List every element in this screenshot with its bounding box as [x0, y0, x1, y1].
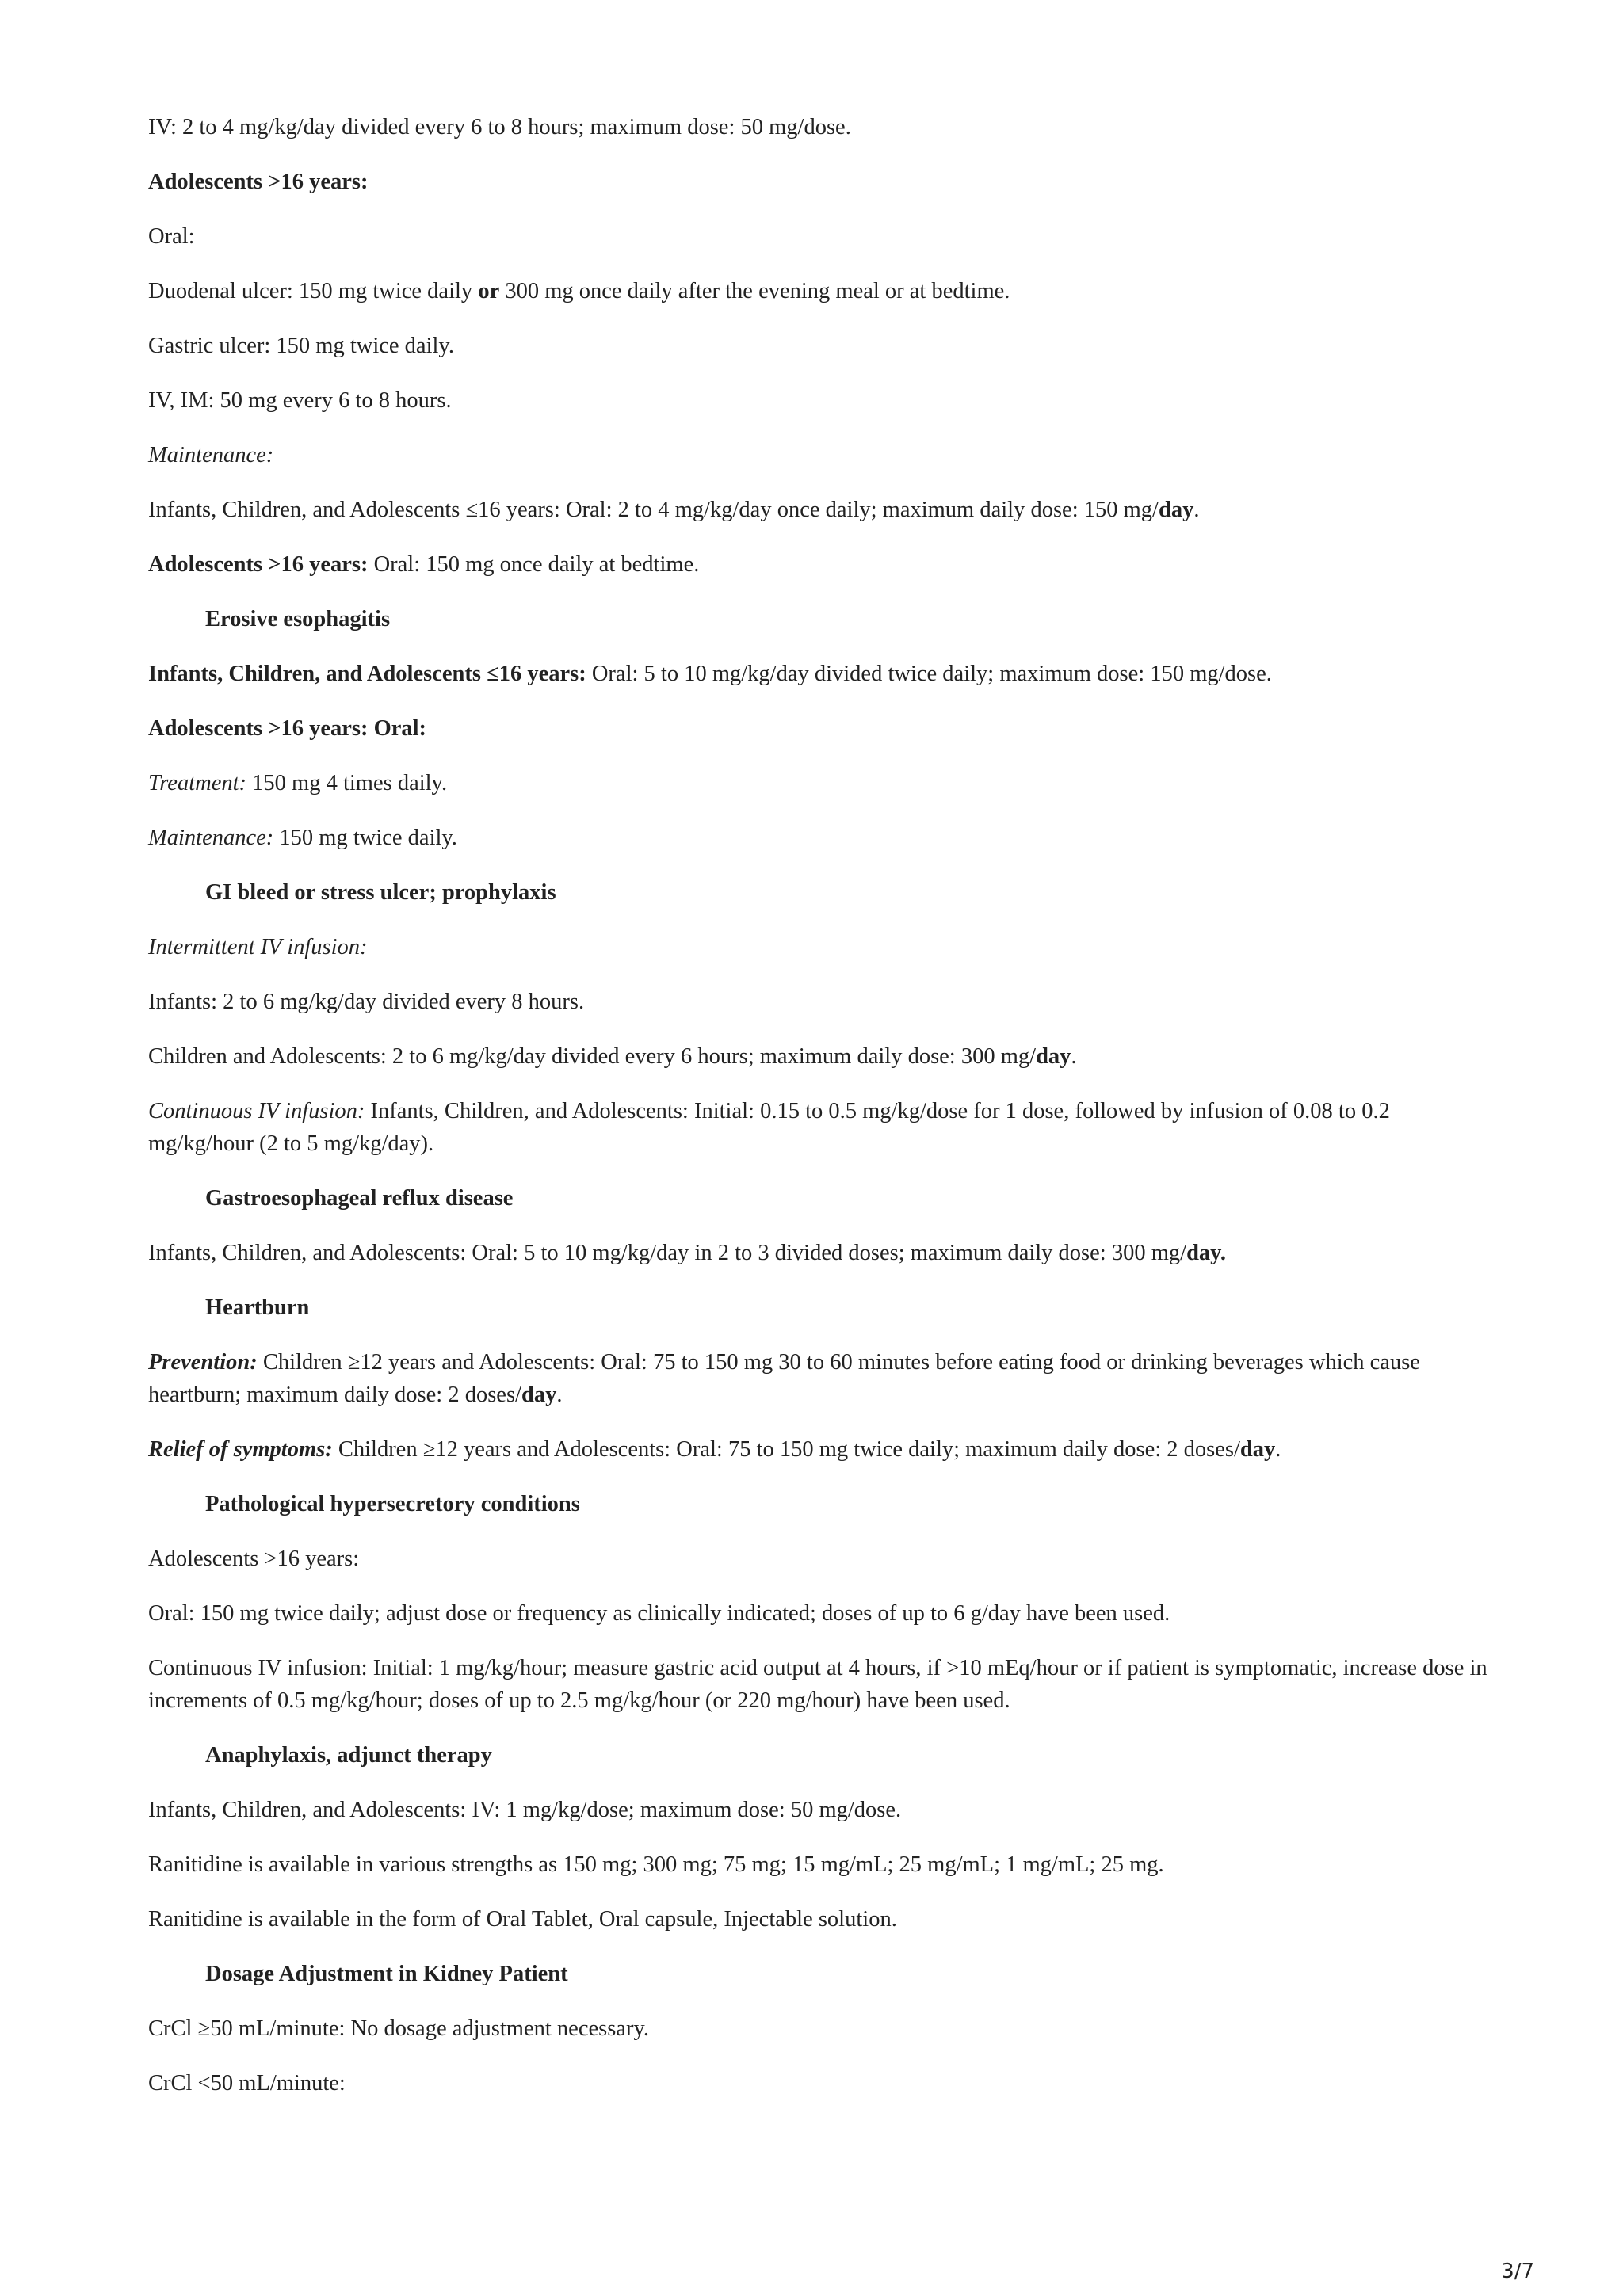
section-heading: [148, 1291, 1495, 1324]
bold-word: or: [478, 279, 500, 303]
paragraph: [148, 822, 1495, 854]
italic-label: Maintenance:: [148, 826, 274, 850]
text: .: [1275, 1437, 1281, 1462]
text: Gastric ulcer: 150 mg twice daily.: [148, 334, 454, 358]
italic-label: Continuous IV infusion:: [148, 1099, 365, 1123]
paragraph: [148, 931, 1495, 963]
paragraph: [148, 1903, 1495, 1936]
text: .: [556, 1383, 563, 1407]
bold-word: day.: [1186, 1241, 1226, 1265]
paragraph: [148, 1237, 1495, 1269]
section-heading: [148, 876, 1495, 909]
paragraph: [148, 1433, 1495, 1466]
text: Adolescents >16 years:: [148, 1547, 360, 1571]
section-heading: [148, 603, 1495, 635]
paragraph: [148, 1848, 1495, 1881]
text: IV, IM: 50 mg every 6 to 8 hours.: [148, 388, 452, 413]
section-heading: [148, 1488, 1495, 1520]
bold-italic-label: Relief of symptoms:: [148, 1437, 333, 1462]
bold-word: day: [1158, 498, 1194, 522]
paragraph: [148, 275, 1495, 307]
section-heading: [148, 1182, 1495, 1215]
italic-label: Treatment:: [148, 771, 247, 795]
paragraph: [148, 111, 1495, 143]
paragraph: [148, 1652, 1495, 1717]
paragraph: [148, 1597, 1495, 1630]
paragraph: [148, 220, 1495, 253]
heading-text: Pathological hypersecretory conditions: [205, 1492, 580, 1516]
text: Ranitidine is available in the form of Oral Tablet, Oral capsule, Injectable solution.: [148, 1907, 897, 1932]
text: Ranitidine is available in various strengths as 150 mg; 300 mg; 75 mg; 15 mg/mL; 25 mg/mL; 1 mg/mL; 25 mg.: [148, 1852, 1164, 1877]
italic-label: Maintenance:: [148, 443, 274, 467]
heading-text: Anaphylaxis, adjunct therapy: [205, 1743, 492, 1768]
bold-label: Adolescents >16 years:: [148, 552, 369, 577]
text: Duodenal ulcer: 150 mg twice daily: [148, 279, 479, 303]
text: CrCl ≥50 mL/minute: No dosage adjustment necessary.: [148, 2016, 649, 2041]
paragraph: [148, 384, 1495, 417]
heading-text: Dosage Adjustment in Kidney Patient: [205, 1962, 568, 1986]
text: Oral: 5 to 10 mg/kg/day divided twice daily; maximum dose: 150 mg/dose.: [586, 662, 1272, 686]
bold-word: day: [1239, 1437, 1276, 1462]
text: 300 mg once daily after the evening meal or at bedtime.: [499, 279, 1010, 303]
section-heading: [148, 1739, 1495, 1772]
text: .: [1193, 498, 1200, 522]
text: IV: 2 to 4 mg/kg/day divided every 6 to 8 hours; maximum dose: 50 mg/dose.: [148, 115, 851, 139]
paragraph: [148, 548, 1495, 581]
paragraph: [148, 1095, 1495, 1160]
text: Continuous IV infusion: Initial: 1 mg/kg/hour; measure gastric acid output at 4 hours, if >10 mEq/hour or if patient is symptomatic, increase dose in increments of 0.5 mg/kg/hour; doses of up to 2.5 mg/kg/hour (or 220 mg/hour) have been used.: [148, 1656, 1487, 1713]
text: Children and Adolescents: 2 to 6 mg/kg/day divided every 6 hours; maximum daily dose: 300 mg/: [148, 1044, 1037, 1069]
italic-label: Intermittent IV infusion:: [148, 935, 368, 959]
paragraph: [148, 1794, 1495, 1826]
bold-label: Infants, Children, and Adolescents ≤16 years:: [148, 662, 586, 686]
text: Infants: 2 to 6 mg/kg/day divided every 8 hours.: [148, 990, 585, 1014]
paragraph: [148, 2067, 1495, 2100]
text: 150 mg 4 times daily.: [246, 771, 448, 795]
paragraph: [148, 330, 1495, 362]
bold-word: day: [521, 1383, 557, 1407]
heading-text: Erosive esophagitis: [205, 607, 391, 631]
paragraph: [148, 439, 1495, 471]
text: Infants, Children, and Adolescents: Oral: 5 to 10 mg/kg/day in 2 to 3 divided doses; maximum daily dose: 300 mg/: [148, 1241, 1187, 1265]
paragraph: [148, 712, 1495, 745]
paragraph: [148, 658, 1495, 690]
text: Infants, Children, and Adolescents: IV: 1 mg/kg/dose; maximum dose: 50 mg/dose.: [148, 1798, 902, 1822]
bold-label: Adolescents >16 years:: [148, 170, 369, 194]
text: Oral: 150 mg twice daily; adjust dose or frequency as clinically indicated; doses of up to 6 g/day have been used.: [148, 1601, 1170, 1626]
text: 150 mg twice daily.: [273, 826, 457, 850]
paragraph: [148, 2012, 1495, 2045]
paragraph: [148, 986, 1495, 1018]
paragraph: [148, 1040, 1495, 1073]
text: .: [1071, 1044, 1077, 1069]
heading-text: Gastroesophageal reflux disease: [205, 1186, 514, 1211]
heading-text: GI bleed or stress ulcer; prophylaxis: [205, 880, 556, 905]
text: Children ≥12 years and Adolescents: Oral: 75 to 150 mg twice daily; maximum daily dose: 2 doses/: [332, 1437, 1240, 1462]
paragraph: [148, 166, 1495, 198]
page-content: [148, 111, 1495, 2122]
bold-label: Adolescents >16 years: Oral:: [148, 716, 427, 741]
bold-word: day: [1036, 1044, 1071, 1069]
text: Infants, Children, and Adolescents: Initial: 0.15 to 0.5 mg/kg/dose for 1 dose, followed by infusion of 0.08 to 0.2 mg/kg/hour (2 to 5 mg/kg/day).: [148, 1099, 1390, 1156]
bold-italic-label: Prevention:: [148, 1350, 258, 1375]
paragraph: [148, 767, 1495, 799]
text: CrCl <50 mL/minute:: [148, 2071, 346, 2096]
text: Oral: 150 mg once daily at bedtime.: [368, 552, 700, 577]
text: Infants, Children, and Adolescents ≤16 years: Oral: 2 to 4 mg/kg/day once daily; maximum daily dose: 150 mg/: [148, 498, 1159, 522]
paragraph: [148, 1346, 1495, 1411]
paragraph: [148, 1543, 1495, 1575]
section-heading: [148, 1958, 1495, 1990]
text: Children ≥12 years and Adolescents: Oral: 75 to 150 mg 30 to 60 minutes before eating food or drinking beverages which cause heartburn; maximum daily dose: 2 doses/: [148, 1350, 1420, 1407]
paragraph: [148, 494, 1495, 526]
page-number: 3/7: [1501, 2260, 1534, 2283]
text: Oral:: [148, 224, 195, 249]
heading-text: Heartburn: [205, 1295, 310, 1320]
